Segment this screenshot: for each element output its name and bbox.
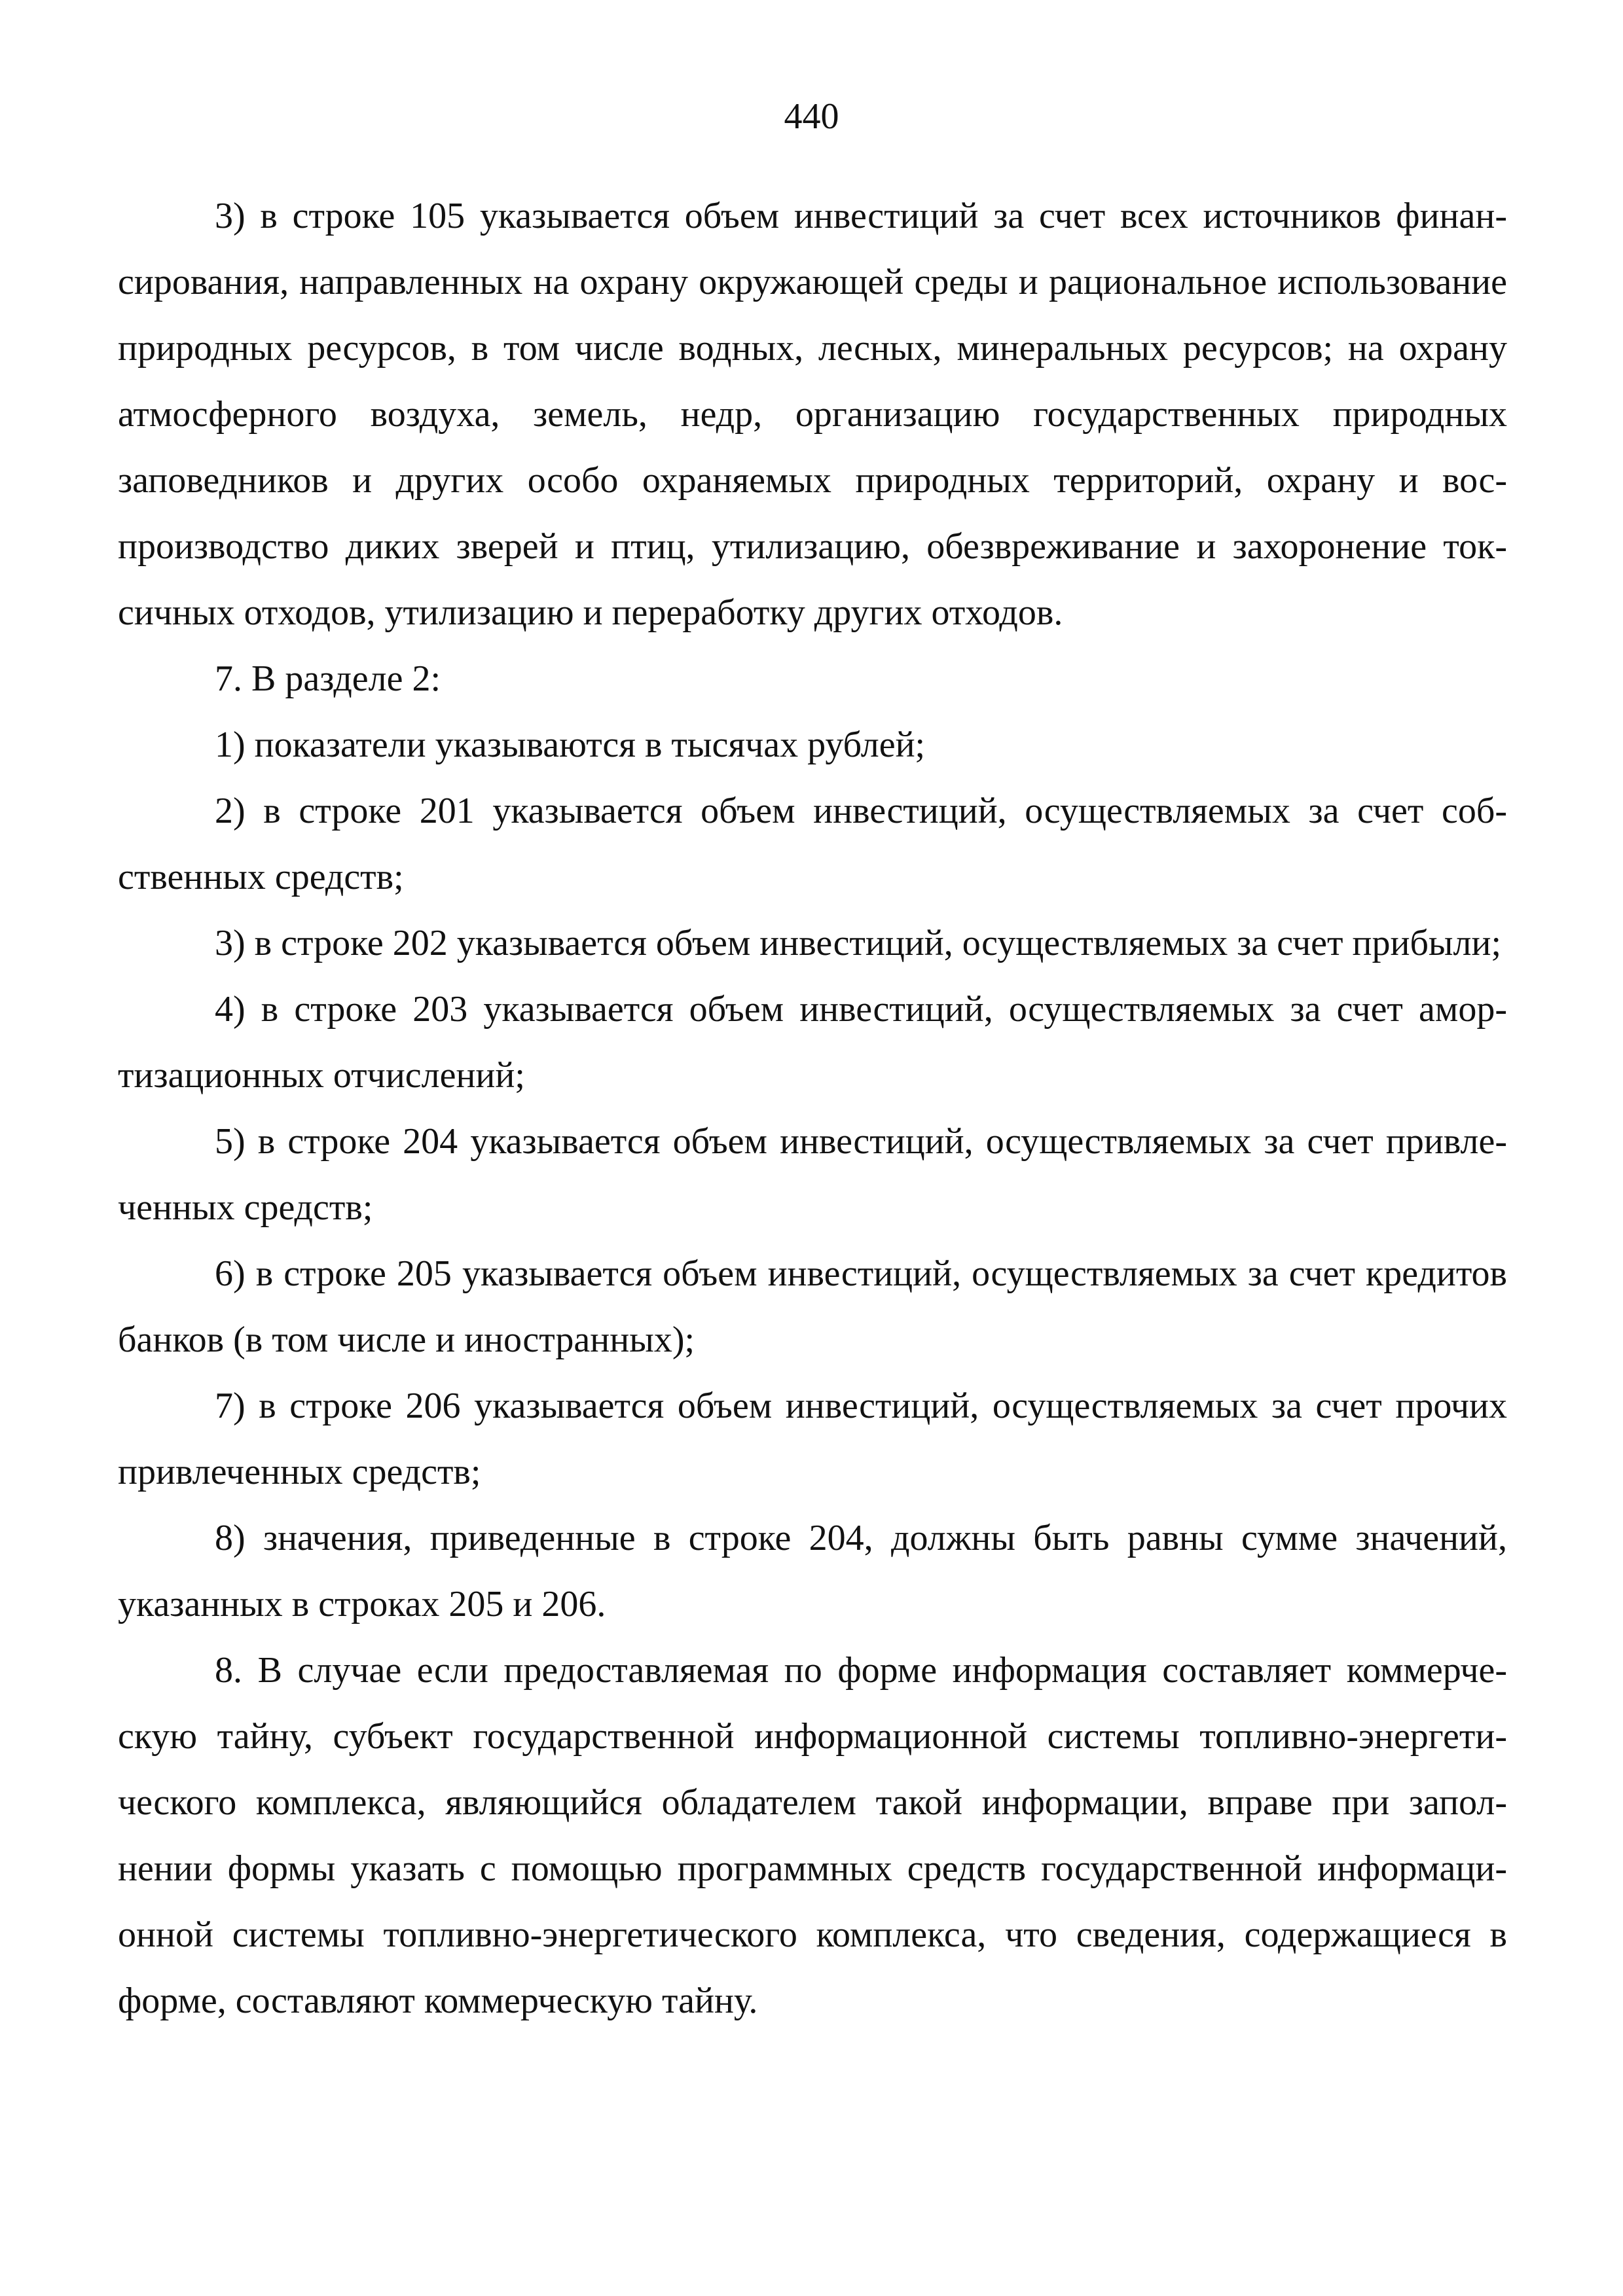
paragraph-item-5-line-204: 5) в строке 204 указывается объем инвестиций, осуществляемых за счет привлеченных средств;	[118, 1121, 1507, 1228]
document-body	[118, 183, 1507, 2034]
paragraph-item-1-units: 1) показатели указываются в тысячах рублей;	[215, 725, 926, 765]
paragraph-section-8-trade-secret: 8. В случае если предоставляемая по форме информация составляет коммерческую тайну, субъект государственной информационной системы топливно-энергетического комплекса, являющийся обладателем такой информации, вправе при заполнении формы указать с помощью программных средств государственной информационной системы топливно-энергетического комплекса, что сведения, содержащиеся в форме, составляют коммерческую тайну.	[118, 1650, 1507, 2021]
paragraph-item-7-line-206: 7) в строке 206 указывается объем инвестиций, осуществляемых за счет прочих привлеченных средств;	[118, 1386, 1507, 1492]
paragraph-item-2-line-201: 2) в строке 201 указывается объем инвестиций, осуществляемых за счет собственных средств;	[118, 791, 1507, 897]
paragraph-item-3-line-105: 3) в строке 105 указывается объем инвестиций за счет всех источников финансирования, направленных на охрану окружающей среды и рациональное использование природных ресурсов, в том числе водных, лесных, минеральных ресурсов; на охрану атмосферного воздуха, земель, недр, организацию государственных природных заповедников и других особо охраняемых природных территорий, охрану и воспроизводство диких зверей и птиц, утилизацию, обезвреживание и захоронение токсичных отходов, утилизацию и переработку других отходов.	[118, 196, 1507, 633]
page-number: 440	[784, 96, 839, 137]
paragraph-item-3-line-202: 3) в строке 202 указывается объем инвестиций, осуществляемых за счет прибыли;	[215, 923, 1502, 963]
paragraph-section-7-heading: 7. В разделе 2:	[215, 658, 441, 699]
paragraph-item-8-sum-rule: 8) значения, приведенные в строке 204, должны быть равны сумме значений, указанных в строках 205 и 206.	[118, 1518, 1507, 1624]
paragraph-item-6-line-205: 6) в строке 205 указывается объем инвестиций, осуществляемых за счет кредитов банков (в том числе и иностранных);	[118, 1253, 1507, 1360]
paragraph-item-4-line-203: 4) в строке 203 указывается объем инвестиций, осуществляемых за счет амортизационных отчислений;	[118, 989, 1507, 1096]
